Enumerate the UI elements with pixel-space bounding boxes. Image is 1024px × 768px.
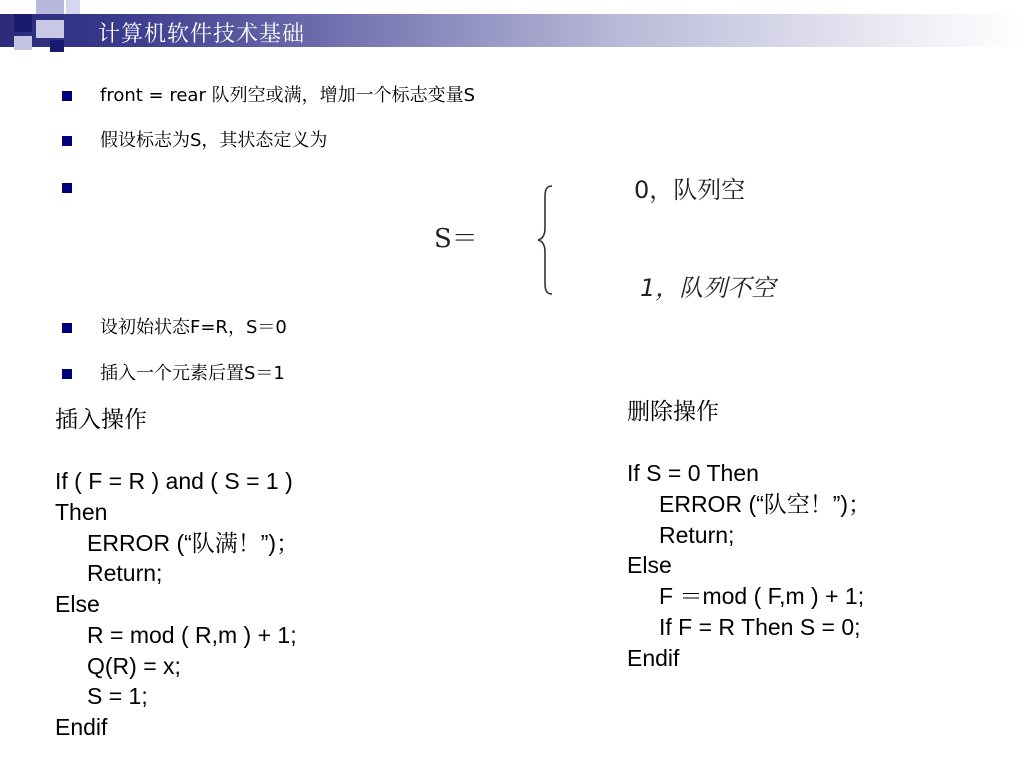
logo-square — [50, 40, 64, 52]
bullet-text: front = rear 队列空或满，增加一个标志变量S — [100, 85, 476, 106]
code-line: Then — [55, 499, 108, 526]
code-line: Q(R) = x; — [87, 652, 181, 679]
slide-title: 计算机软件技术基础 — [98, 22, 306, 47]
formula-lhs: S＝ — [434, 224, 478, 254]
logo-square — [14, 36, 32, 50]
code-line: Endif — [627, 644, 680, 671]
bullet-text: 假设标志为S，其状态定义为 — [100, 130, 328, 151]
bullet-text: 设初始状态F=R，S＝0 — [100, 317, 287, 338]
bullet-square-icon — [62, 183, 72, 193]
code-line: Else — [55, 591, 100, 618]
bullet-square-icon — [62, 369, 72, 379]
code-line: If S = 0 Then — [627, 460, 759, 487]
delete-heading: 删除操作 — [627, 399, 719, 425]
insert-operation-block — [55, 405, 535, 743]
logo-square — [66, 0, 80, 14]
bullet-item — [62, 129, 622, 153]
bullet-square-icon — [62, 323, 72, 333]
code-line: Endif — [55, 713, 108, 740]
code-line: S = 1; — [87, 683, 148, 710]
code-line: If F = R Then S = 0; — [659, 613, 861, 640]
bullet-item — [62, 362, 622, 386]
delete-operation-block — [627, 397, 1007, 673]
code-line: ERROR (“队满！”)； — [87, 529, 300, 556]
formula-case-not-empty: 1，队列不空 — [640, 274, 776, 302]
logo-square — [36, 20, 64, 38]
insert-heading: 插入操作 — [55, 407, 147, 433]
logo-square — [36, 0, 64, 14]
bullet-item — [62, 84, 622, 108]
code-line: Return; — [87, 560, 163, 587]
bullet-text: 插入一个元素后置S＝1 — [100, 363, 285, 384]
code-line: Return; — [659, 521, 735, 548]
code-line: R = mod ( R,m ) + 1; — [87, 621, 297, 648]
code-line: ERROR (“队空！”)； — [659, 491, 872, 518]
logo-square — [14, 14, 32, 32]
bullet-square-icon — [62, 91, 72, 101]
code-line: If ( F = R ) and ( S = 1 ) — [55, 468, 293, 495]
blank-line — [627, 428, 1007, 459]
bullet-square-icon — [62, 136, 72, 146]
code-line: Else — [627, 552, 672, 579]
blank-line — [55, 436, 535, 467]
code-line: F ＝mod ( F,m ) + 1; — [659, 583, 865, 610]
formula-case-empty: 0，队列空 — [634, 176, 746, 204]
bullet-item — [62, 316, 622, 340]
curly-brace-icon — [536, 184, 556, 296]
